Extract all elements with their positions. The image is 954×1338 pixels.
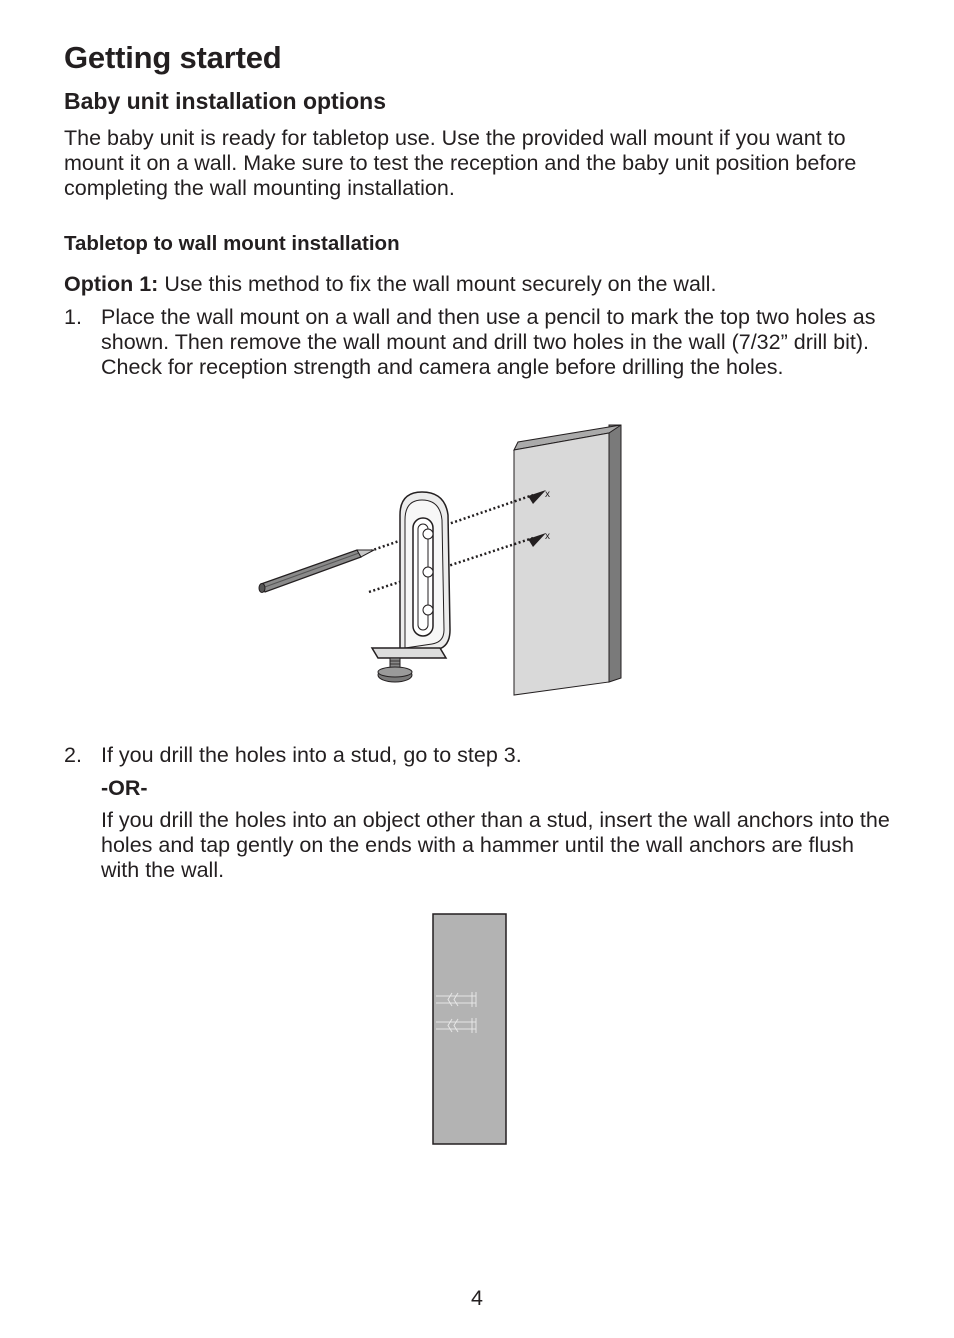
wall-panel-side [609,425,621,682]
step-number: 1. [64,305,82,329]
wall-anchors-figure [428,908,512,1150]
option-text: Use this method to fix the wall mount securely on the wall. [158,272,717,296]
option-label: Option 1: [64,272,159,296]
wall-panel-front [514,433,609,695]
pencil [259,550,374,593]
step-text: Place the wall mount on a wall and then use a pencil to mark the top two holes as shown. Then remove the wall mount and drill two holes in the wall (7/32” drill bit). Check for reception strength and camera angle before drilling the holes. [101,305,876,379]
intro-paragraph: The baby unit is ready for tabletop use. Use the provided wall mount if you want to mount it on a wall. Make sure to test the reception and the baby unit position before completing the wall mounting installation. [64,126,857,200]
option-paragraph [64,272,904,297]
wall-mount-marking-figure [250,420,630,700]
step-text: If you drill the holes into a stud, go to step 3. [101,743,522,767]
section-heading: Baby unit installation options [64,88,386,114]
mark-label-top: x [545,489,550,500]
subsection-heading: Tabletop to wall mount installation [64,232,400,255]
guide-line-bottom [369,538,533,592]
mark-label-bottom: x [545,531,550,542]
step-number: 2. [64,743,82,767]
wall-mount-bracket [372,492,450,682]
guide-line-top [370,495,533,551]
step-alt-text: If you drill the holes into an object other than a stud, insert the wall anchors into the holes and tap gently on the ends with a hammer until the wall anchors are flush with the wall. [101,808,890,882]
or-separator: -OR- [101,776,148,800]
page-title: Getting started [64,40,282,75]
page-number: 4 [471,1286,483,1310]
